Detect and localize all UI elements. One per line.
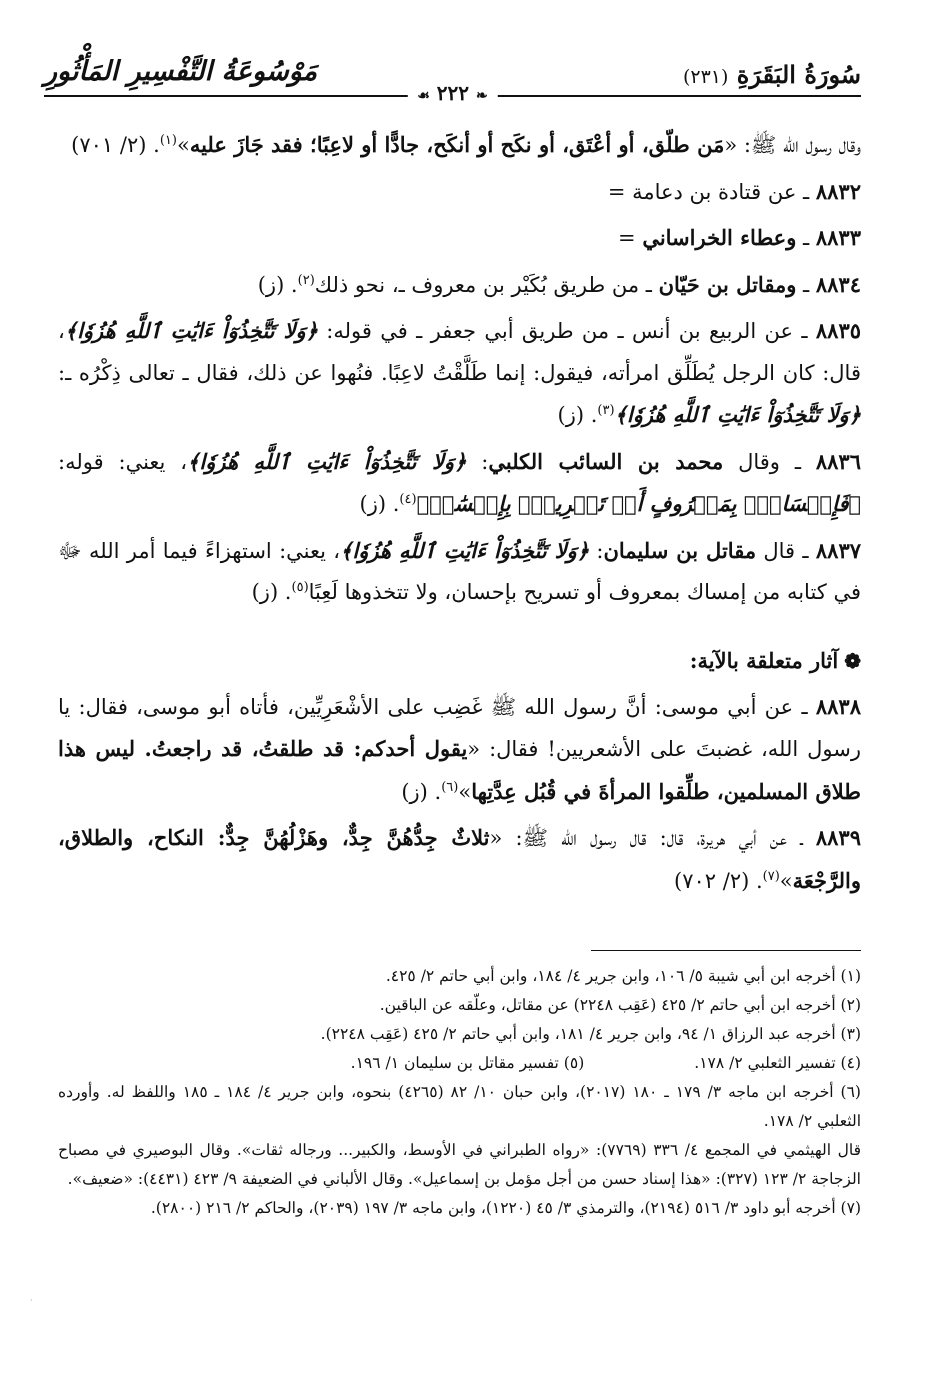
footnote-2: (٢) أخرجه ابن أبي حاتم ٢/ ٤٢٥ (عَقِب ٢٢٤٨) عن مقاتل، وعلّقه عن الباقين. [379,996,861,1014]
hadith-text: يقول أحدكم: قد طلقتُ، قد راجعتُ. ليس هذا طلاق المسلمين، طلِّقوا المرأةَ في قُبُل عِدَّتِها [58,736,861,804]
page-number [407,81,497,105]
footnote-marker[interactable]: (٢) [297,272,315,288]
hadith-text: مَن طلّق، أو أعْتَق، أو نكَح أو أنكَح، جادًّا أو لاعِبًا؛ فقد جَازَ عليه [189,132,725,157]
footnote-1: (١) أخرجه ابن أبي شيبة ٥/ ١٠٦، وابن جرير ٤/ ١٨٤، وابن أبي حاتم ٢/ ٤٢٥. [385,967,861,985]
narrator-name: مقاتل بن سليمان [603,537,757,563]
paragraph-8838: ٨٨٣٨ ـ عن أبي موسى: أنَّ رسول الله ﷺ غَضِب على الأشْعَرِيِّين، فأتاه أبو موسى، فقال: يا رسول الله، غضبتَ على الأشعريين! فقال: «يقول أحدكم: قد طلقتُ، قد راجعتُ. ليس هذا طلاق المسلمين، طلِّقوا المرأةَ في قُبُل عِدَّتِها»$^{(٦)}$. (ز) [58,693,861,804]
paragraph-8836: ٨٨٣٦ ـ وقال محمد بن السائب الكلبي: ﴿وَلَا تَتَّخِذُوٓاْ ءَايَٰتِ ٱللَّهِ هُزُوٗا﴾، يعني: قوله: ﴿فَإِمۡسَاكُۢ بِمَعۡرُوفٍ أَوۡ تَسۡرِيحُۢ بِإِحۡسَٰنٖ﴾$^{(٤)}$. (ز) [58,448,861,516]
main-text [58,124,861,906]
surah-name: سُورَةُ البَقَرَةِ [736,60,861,89]
athar-number: ٨٨٣٥ [815,318,862,343]
athar-number: ٨٨٣٧ [815,537,862,563]
quran-quote: ﴿وَلَا تَتَّخِذُوٓاْ ءَايَٰتِ ٱللَّهِ هُزُوٗا﴾ [614,402,861,427]
verse-reference: (٢٣١) [682,66,729,88]
quran-quote: ﴿فَإِمۡسَاكُۢ بِمَعۡرُوفٍ أَوۡ تَسۡرِيحُۢ بِإِحۡسَٰنٖ﴾ [416,491,861,516]
quran-quote: ﴿وَلَا تَتَّخِذُوٓاْ ءَايَٰتِ ٱللَّهِ هُزُوٗا﴾ [64,318,318,343]
section-heading [58,640,861,682]
footnote-marker[interactable]: (٧) [762,868,780,884]
footnote-6: (٦) أخرجه ابن ماجه ٣/ ١٧٩ ـ ١٨٠ (٢٠١٧)، وابن حبان ١٠/ ٨٢ (٤٢٦٥) بنحوه، وابن جرير ٤/ ١٨٤ ـ ١٨٥ واللفظ له. وأورده الثعلبي ٢/ ١٧٨. [58,1083,861,1130]
footnotes [58,962,861,1223]
footnote-marker[interactable]: (٦) [441,779,459,795]
footnote-5: (٥) تفسير مقاتل بن سليمان ١/ ١٩٦. [350,1054,585,1072]
hadith-text: ثلاثٌ جِدُّهُنَّ جِدٌّ، وهَزْلُهُنَّ جِدٌّ: النكاح، والطلاق، والرَّجْعَة [58,825,861,893]
paragraph-8839: ٨٨٣٩ ـ عن أبي هريرة، قال: قال رسول الله ﷺ: «ثلاثٌ جِدُّهُنَّ جِدٌّ، وهَزْلُهُنَّ جِدٌّ: النكاح، والطلاق، والرَّجْعَة»$^{(٧)}$. (٢/ ٧٠٢) [58,825,861,893]
footnote-marker[interactable]: (٤) [399,492,417,507]
quran-quote: ﴿وَلَا تَتَّخِذُوٓاْ ءَايَٰتِ ٱللَّهِ هُزُوٗا﴾ [187,448,467,474]
footnote-4: (٤) تفسير الثعلبي ٢/ ١٧٨. [694,1054,861,1072]
athar-number: ٨٨٣٢ [815,178,861,204]
paragraph-8835: ٨٨٣٥ ـ عن الربيع بن أنس ـ من طريق أبي جعفر ـ في قوله: ﴿وَلَا تَتَّخِذُوٓاْ ءَايَٰتِ ٱللَّهِ هُزُوٗا﴾، قال: كان الرجل يُطَلِّق امرأته، فيقول: إنما طَلَّقْتُ لاعِبًا. فنُهوا عن ذلك، فقال ـ تعالى ذِكْرُه ـ: ﴿وَلَا تَتَّخِذُوٓاْ ءَايَٰتِ ٱللَّهِ هُزُوٗا﴾$^{(٣)}$. (ز) [58,318,862,427]
athar-number: ٨٨٣٦ [815,448,861,474]
athar-number: ٨٨٣٣ [815,225,861,250]
scan-mark: · [30,1296,33,1305]
surah-title [683,60,861,89]
running-header [44,52,861,112]
footnote-marker[interactable]: (٣) [597,403,615,418]
book-title: مَوْسُوعَةُ التَّفْسِيرِ المَأْثُورِ [44,56,318,87]
footnote-7: (٧) أخرجه أبو داود ٣/ ٥١٦ (٢١٩٤)، والترمذي ٣/ ٤٥ (١٢٢٠)، وابن ماجه ٣/ ١٩٧ (٢٠٣٩)، والحاكم ٢/ ٢١٦ (٢٨٠٠). [150,1199,861,1217]
section-title: آثار متعلقة بالآية: [689,647,839,673]
paragraph-8837: ٨٨٣٧ ـ قال مقاتل بن سليمان: ﴿وَلَا تَتَّخِذُوٓاْ ءَايَٰتِ ٱللَّهِ هُزُوٗا﴾، يعني: استهزاءً فيما أمر الله ﷻ في كتابه من إمساك بمعروف أو تسريح بإحسان، ولا تتخذوها لَعِبًا$^{(٥)}$. (ز) [58,537,862,604]
footnote-separator [591,950,861,951]
footnote-marker[interactable]: (١) [159,133,177,148]
ornament-icon: ☙ [417,88,430,104]
athar-number: ٨٨٣٨ [815,693,861,719]
page-number-value: ٢٢٢ [436,81,470,105]
flower-ornament-icon: ❁ [844,648,861,673]
narrator-name: ومقاتل بن حَيّان [658,271,797,297]
footnote-marker[interactable]: (٥) [291,580,309,595]
paragraph-8832: ٨٨٣٢ ـ عن قتادة بن دعامة = [607,178,861,204]
paragraph-hadith-intro: وقال رسول الله ﷺ: «مَن طلّق، أو أعْتَق، أو نكَح أو أنكَح، جادًّا أو لاعِبًا؛ فقد جَازَ عليه»$^{(١)}$. (٢/ ٧٠١) [71,132,861,157]
footnote-6-grading: قال الهيثمي في المجمع ٤/ ٣٣٦ (٧٧٦٩): «رواه الطبراني في الأوسط، والكبير... ورجاله ثقات». وقال البوصيري في مصباح الزجاجة ٢/ ١٢٣ (٣٢٧): «هذا إسناد حسن من أجل مؤمل بن إسماعيل». وقال الألباني في الضعيفة ٩/ ٤٢٣ (٤٤٣١): «ضعيف». [58,1141,862,1188]
athar-number: ٨٨٣٩ [815,825,861,850]
quran-quote: ﴿وَلَا تَتَّخِذُوٓاْ ءَايَٰتِ ٱللَّهِ هُزُوٗا﴾ [340,537,590,563]
paragraph-8834: ٨٨٣٤ ـ ومقاتل بن حَيّان ـ من طريق بُكَيْر بن معروف ـ، نحو ذلك$^{(٢)}$. (ز) [257,271,861,297]
ornament-icon: ❧ [476,88,488,104]
athar-number: ٨٨٣٤ [815,271,861,297]
footnote-4-5 [58,1049,861,1078]
paragraph-8833: ٨٨٣٣ ـ وعطاء الخراساني = [618,225,861,250]
narrator-name: محمد بن السائب الكلبي [488,448,724,474]
footnote-3: (٣) أخرجه عبد الرزاق ١/ ٩٤، وابن جرير ٤/ ١٨١، وابن أبي حاتم ٢/ ٤٢٥ (عَقِب ٢٢٤٨). [320,1025,861,1043]
narrator-name: وعطاء الخراساني [642,225,797,250]
